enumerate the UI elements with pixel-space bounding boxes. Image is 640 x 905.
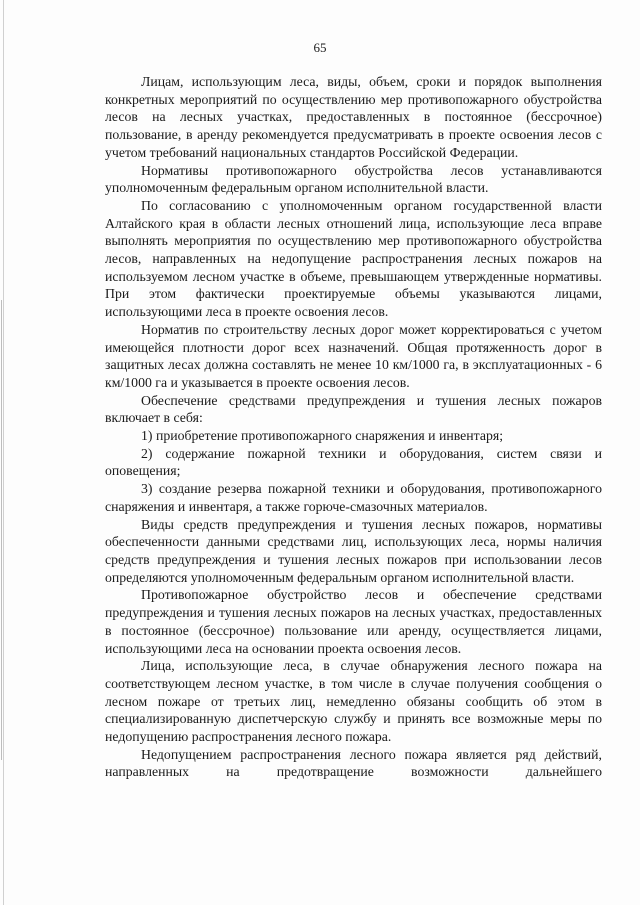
body-text xyxy=(105,73,602,781)
paragraph-5: Обеспечение средствами предупреждения и тушения лесных пожаров включает в себя: xyxy=(105,392,602,426)
paragraph-1: Лицам, использующим леса, виды, объем, сроки и порядок выполнения конкретных мероприятий по осуществлению мер противопожарного обустройства лесов на лесных участках, предоставленных в постоянное (бессрочное) пользование, в аренду рекомендуется предусматривать в проекте освоения лесов с учетом требований национальных стандартов Российской Федерации. xyxy=(105,74,602,160)
paragraph-9: Недопущением распространения лесного пожара является ряд действий, направленных на предотвращение возможности дальнейшего xyxy=(105,746,602,780)
list-item-2: 2) содержание пожарной техники и оборудования, систем связи и оповещения; xyxy=(105,445,602,479)
paragraph-2: Нормативы противопожарного обустройства лесов устанавливаются уполномоченным федеральным органом исполнительной власти. xyxy=(105,162,602,196)
paragraph-6: Виды средств предупреждения и тушения лесных пожаров, нормативы обеспеченности данными средствами лиц, использующих леса, нормы наличия средств предупреждения и тушения лесных пожаров при использовании лесов определяются уполномоченным федеральным органом исполнительной власти. xyxy=(105,516,602,585)
scan-edge-line xyxy=(3,0,4,905)
list-item-3: 3) создание резерва пожарной техники и оборудования, противопожарного снаряжения и инвентаря, а также горюче-смазочных материалов. xyxy=(105,481,602,514)
page-number: 65 xyxy=(313,40,327,55)
scan-edge-line-inner xyxy=(1,300,2,760)
paragraph-4: Норматив по строительству лесных дорог может корректироваться с учетом имеющейся плотности дорог всех назначений. Общая протяженность дорог в защитных лесах должна составлять не менее 10 км/1000 га, в эксплуатационных - 6 км/1000 га и указывается в проекте освоения лесов. xyxy=(105,321,602,390)
paragraph-8: Лица, использующие леса, в случае обнаружения лесного пожара на соответствующем лесном участке, в том числе в случае получения сообщения о лесном пожаре от третьих лиц, немедленно обязаны сообщить об этом в специализированную диспетчерскую службу и принять все возможные меры по недопущению распространения лесного пожара. xyxy=(105,658,602,745)
paragraph-3: По согласованию с уполномоченным органом государственной власти Алтайского края в области лесных отношений лица, использующие леса вправе выполнять мероприятия по осуществлению мер противопожарного обустройства лесов, направленных на недопущение распространения лесных пожаров на используемом лесном участке в объеме, превышающем утвержденные нормативы. При этом фактически проектируемые объемы указываются лицами, использующими леса в проекте освоения лесов. xyxy=(105,197,602,320)
list-item-1: 1) приобретение противопожарного снаряжения и инвентаря; xyxy=(141,428,504,444)
paragraph-7: Противопожарное обустройство лесов и обеспечение средствами предупреждения и тушения лесных пожаров на лесных участках, предоставленных в постоянное (бессрочное) пользование или аренду, осуществляется лицами, использующими леса на основании проекта освоения лесов. xyxy=(105,587,602,656)
